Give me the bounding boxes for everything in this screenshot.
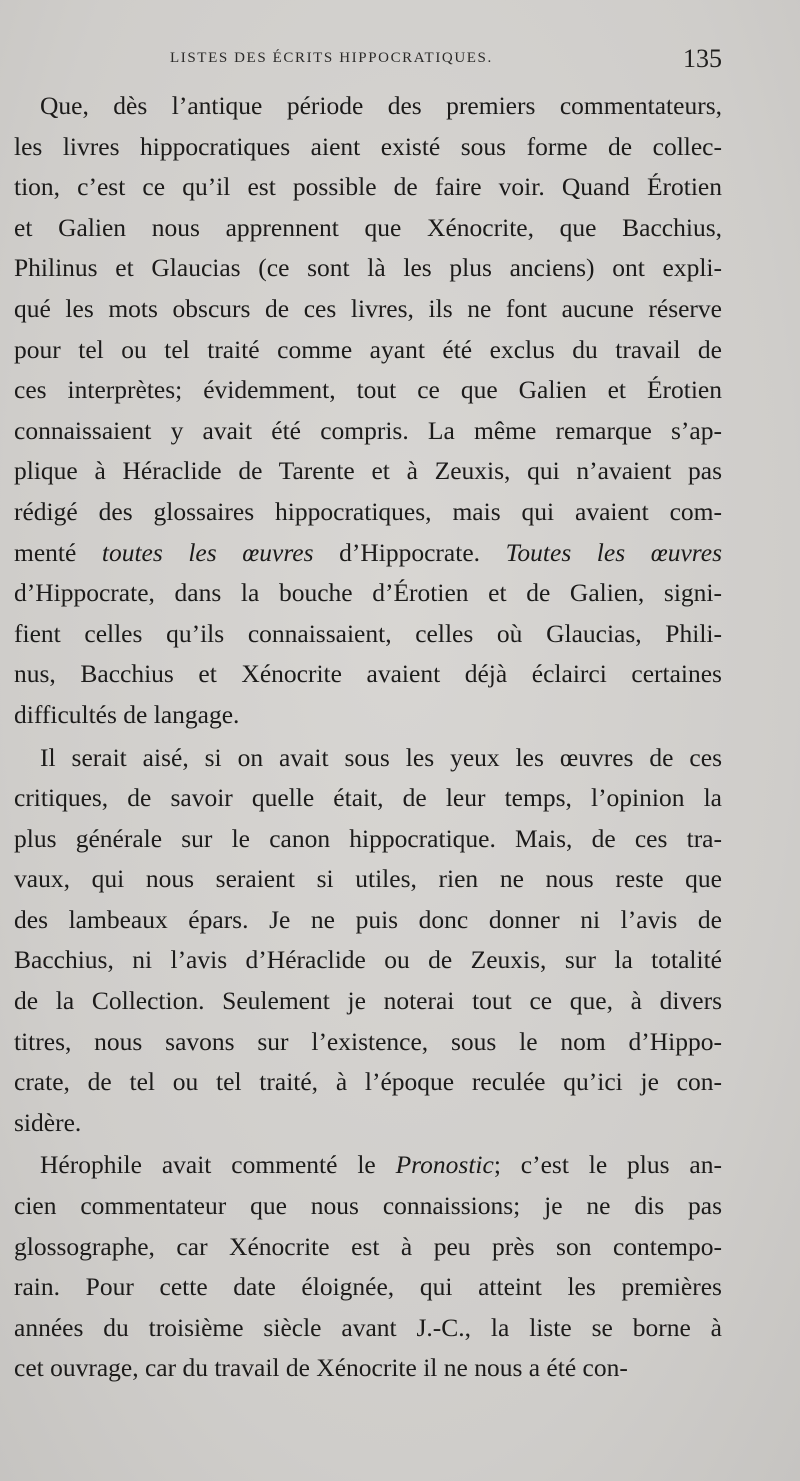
text-segment: rédigé des glossaires hippocratiques, mais qui avaient com- xyxy=(14,496,722,526)
text-line xyxy=(14,411,722,452)
text-segment: années du troisième siècle avant J.-C., la liste se borne à xyxy=(14,1312,722,1342)
text-segment: plique à Héraclide de Tarente et à Zeuxis, qui n’avaient pas xyxy=(14,456,722,486)
text-segment: Il serait aisé, si on avait sous les yeux les œuvres de ces xyxy=(40,742,722,772)
body-text xyxy=(14,86,722,1389)
text-line xyxy=(14,208,722,249)
text-segment: Philinus et Glaucias (ce sont là les plus anciens) ont expli- xyxy=(14,253,722,283)
italic-text: Pronostic xyxy=(395,1150,494,1180)
paragraph xyxy=(14,86,722,736)
text-segment: difficultés de langage. xyxy=(14,699,240,729)
text-segment: glossographe, car Xénocrite est à peu près son contempo- xyxy=(14,1231,722,1261)
text-line xyxy=(14,1227,722,1268)
text-line xyxy=(14,1062,722,1103)
text-line xyxy=(14,167,722,208)
text-line xyxy=(14,1022,722,1063)
text-line xyxy=(14,533,722,574)
text-line xyxy=(14,614,722,655)
running-head: LISTES DES ÉCRITS HIPPOCRATIQUES. xyxy=(170,50,493,66)
text-segment: de la Collection. Seulement je noterai tout ce que, à divers xyxy=(14,986,722,1016)
text-segment: ces interprètes; évidemment, tout ce que Galien et Érotien xyxy=(14,375,722,405)
text-segment: tion, c’est ce qu’il est possible de faire voir. Quand Érotien xyxy=(14,172,722,202)
text-segment: ; c’est le plus an- xyxy=(493,1150,722,1180)
text-segment: titres, nous savons sur l’existence, sous le nom d’Hippo- xyxy=(14,1026,722,1056)
italic-text: toutes les œuvres xyxy=(101,537,314,567)
text-segment: nus, Bacchius et Xénocrite avaient déjà éclairci certaines xyxy=(14,659,722,689)
text-line xyxy=(14,127,722,168)
text-segment: les livres hippocratiques aient existé sous forme de collec- xyxy=(14,131,722,161)
text-segment: fient celles qu’ils connaissaient, celles où Glaucias, Phili- xyxy=(14,618,722,648)
text-line xyxy=(14,86,722,127)
text-line xyxy=(14,1308,722,1349)
text-segment: crate, de tel ou tel traité, à l’époque reculée qu’ici je con- xyxy=(14,1067,722,1097)
text-segment: sidère. xyxy=(14,1107,82,1137)
text-line xyxy=(14,900,722,941)
text-line xyxy=(14,370,722,411)
text-segment: vaux, qui nous seraient si utiles, rien ne nous reste que xyxy=(14,864,722,894)
text-line xyxy=(14,451,722,492)
text-segment: Hérophile avait commenté le xyxy=(40,1150,396,1180)
text-line xyxy=(14,1267,722,1308)
text-line xyxy=(14,1186,722,1227)
text-segment: Que, dès l’antique période des premiers commentateurs, xyxy=(40,91,722,120)
text-line xyxy=(14,654,722,695)
text-segment: cet ouvrage, car du travail de Xénocrite il ne nous a été con- xyxy=(14,1353,628,1383)
text-line xyxy=(14,1348,722,1389)
text-segment: d’Hippocrate, dans la bouche d’Érotien et de Galien, signi- xyxy=(14,578,722,608)
text-line xyxy=(14,1145,722,1186)
text-line xyxy=(14,738,722,779)
text-segment: critiques, de savoir quelle était, de leur temps, l’opinion la xyxy=(14,783,722,813)
paragraph xyxy=(14,1145,722,1389)
text-line xyxy=(14,573,722,614)
text-segment: menté xyxy=(14,537,102,567)
text-segment: d’Hippocrate. xyxy=(313,537,506,567)
page-number: 135 xyxy=(683,44,722,73)
text-line xyxy=(14,695,722,736)
text-line xyxy=(14,248,722,289)
text-line xyxy=(14,981,722,1022)
text-segment: Bacchius, ni l’avis d’Héraclide ou de Zeuxis, sur la totalité xyxy=(14,945,722,975)
text-line xyxy=(14,940,722,981)
text-line xyxy=(14,330,722,371)
text-line xyxy=(14,859,722,900)
text-line xyxy=(14,492,722,533)
text-line xyxy=(14,778,722,819)
text-segment: qué les mots obscurs de ces livres, ils ne font aucune réserve xyxy=(14,293,722,323)
text-line xyxy=(14,1103,722,1144)
text-line xyxy=(14,819,722,860)
text-line xyxy=(14,289,722,330)
text-segment: cien commentateur que nous connaissions; je ne dis pas xyxy=(14,1191,722,1221)
text-segment: connaissaient y avait été compris. La même remarque s’ap- xyxy=(14,415,722,445)
text-segment: pour tel ou tel traité comme ayant été exclus du travail de xyxy=(14,334,722,364)
text-segment: et Galien nous apprennent que Xénocrite, que Bacchius, xyxy=(14,212,722,242)
paragraph xyxy=(14,738,722,1144)
italic-text: Toutes les œuvres xyxy=(505,537,722,567)
text-segment: rain. Pour cette date éloignée, qui atteint les premières xyxy=(14,1272,722,1302)
text-segment: plus générale sur le canon hippocratique. Mais, de ces tra- xyxy=(14,823,722,853)
text-segment: des lambeaux épars. Je ne puis donc donner ni l’avis de xyxy=(14,904,722,934)
